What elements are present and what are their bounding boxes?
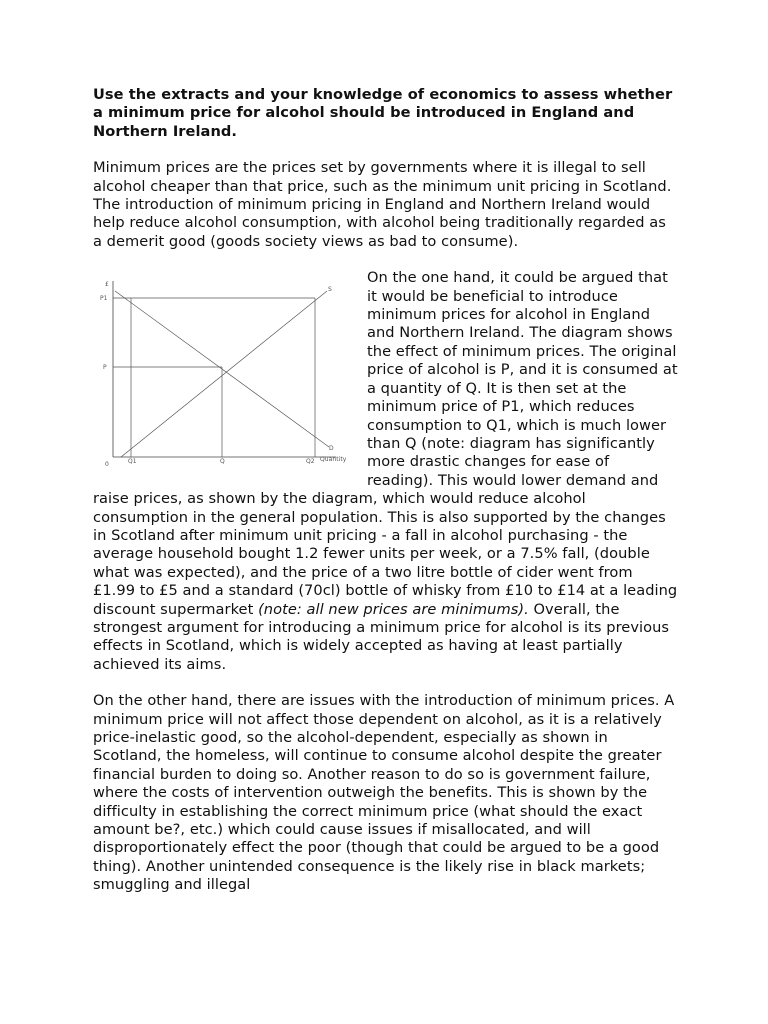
x-axis-label: Quantity [320, 456, 347, 464]
q-label: Q [220, 458, 225, 466]
q1-label: Q1 [128, 458, 137, 466]
argument-against-paragraph: On the other hand, there are issues with the introduction of minimum prices. A minimum price will not affect those dependent on alcohol, as it is a relatively price-inelastic good, so the alcohol-dependent, especially as shown in Scotland, the homeless, will continue to consume alcohol despite the greater financial burden to doing so. Another reason to do so is government failure, where the costs of intervention outweigh the benefits. This is shown by the difficulty in establishing the correct minimum price (what should the exact amount be?, etc.) which could cause issues if misallocated, and will disproportionately effect the poor (though that could be argued to be a good thing). Another unintended consequence is the likely rise in black markets; smuggling and illegal [93, 692, 675, 894]
intro-paragraph: Minimum prices are the prices set by governments where it is illegal to sell alcohol cheaper than that price, such as the minimum unit pricing in Scotland. The introduction of minimum pricing in England and Northern Ireland would help reduce alcohol consumption, with alcohol being traditionally regarded as a demerit good (goods society views as bad to consume). [93, 159, 672, 250]
minimum-price-diagram [91, 275, 363, 475]
q2-label: Q2 [306, 458, 315, 466]
demand-label: D [329, 445, 334, 453]
essay-question: Use the extracts and your knowledge of economics to assess whether a minimum price for alcohol should be introduced in England and Northern Ireland. [93, 86, 673, 140]
y-axis-label: £ [105, 281, 109, 289]
supply-label: S [328, 286, 332, 294]
origin-label: 0 [105, 461, 109, 469]
supply-curve [121, 291, 327, 457]
argument-for-conclusion: Overall, the strongest argument for introducing a minimum price for alcohol is its previous effects in Scotland, which is widely accepted as having at least partially achieved its aims. [93, 600, 670, 673]
supply-demand-chart [91, 275, 363, 471]
p-label: P [103, 364, 107, 372]
p1-label: P1 [100, 295, 108, 303]
essay-body [93, 86, 678, 913]
argument-for-text: On the one hand, it could be argued that it would be beneficial to introduce minimum prices for alcohol in England and Northern Ireland. The diagram shows the effect of minimum prices. The original price of alcohol is P, and it is consumed at a quantity of Q. It is then set at the minimum price of P1, which reduces consumption to Q1, which is much lower than Q (note: diagram has significantly more drastic changes for ease of reading). This would lower demand and raise prices, as shown by the diagram, which would reduce alcohol consumption in the general population. This is also supported by the changes in Scotland after minimum unit pricing - a fall in alcohol purchasing - the average household bought 1.2 fewer units per week, or a 7.5% fall, (double what was expected), and the price of a two litre bottle of cider went from £1.99 to £5 and a standard (70cl) bottle of whisky from £10 to £14 at a leading discount supermarket [93, 269, 678, 618]
prices-note: (note: all new prices are minimums). [258, 600, 529, 618]
